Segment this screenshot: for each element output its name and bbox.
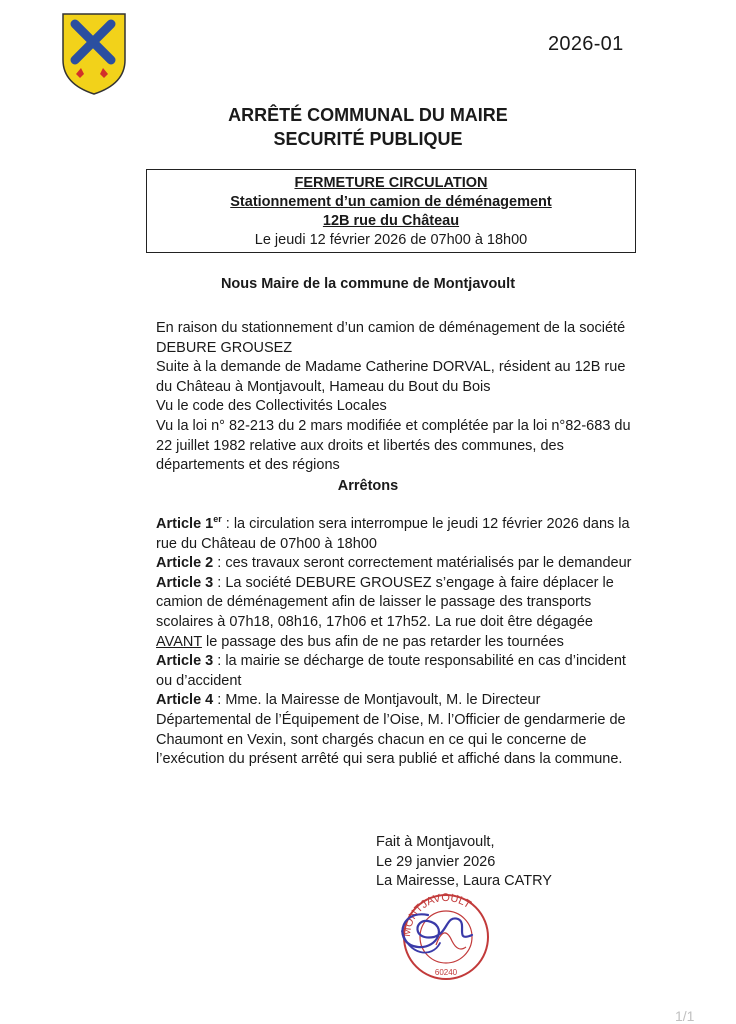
decree-word: Arrêtons [337,478,399,494]
box-heading: FERMETURE CIRCULATION [294,175,488,191]
article-1: Article 1er : la circulation sera interrompue le jeudi 12 février 2026 dans la rue du Château de 07h00 à 18h00 [156,514,630,552]
article-4: Article 4 : Mme. la Mairesse de Montjavoult, M. le Directeur Départemental de l’Équipement de l’Oise, M. l’Officier de gendarmerie de Chaumont en Vexin, sont chargés chacun en ce qui le concerne de l’exécution du présent arrêté qui sera publié et affiché dans la commune. [156,692,626,768]
consideration-item: Suite à la demande de Madame Catherine DORVAL, résident au 12B rue du Château à Montjavoult, Hameau du Bout du Bois [156,359,626,395]
articles-block [156,515,636,770]
article-3: Article 3 : La société DEBURE GROUSEZ s’engage à faire déplacer le camion de déménagement afin de laisser le passage des transports scolaires à 07h18, 08h16, 17h06 et 17h52. La rue doit être dégagée AVANT le passage des bus afin de ne pas retarder les tournées [156,574,614,650]
article-label: Article 4 [156,692,214,709]
stamp-code: 60240 [434,968,458,977]
official-stamp-icon [388,885,500,985]
article-label: Article 3 [156,653,214,670]
signatory: La Mairesse, Laura CATRY [376,873,552,890]
article-label: Article 3 [156,574,214,591]
consideration-item: Vu la loi n° 82-213 du 2 mars modifiée et complétée par la loi n°82-683 du 22 juillet 1982 relative aux droits et libertés des communes, des départements et des régions [156,417,631,474]
commune-crest-icon [61,12,127,96]
considerations-block [156,319,636,476]
signature-place: Fait à Montjavoult, [376,834,495,850]
box-date: Le jeudi 12 février 2026 de 07h00 à 18h00 [254,232,528,248]
decree-reference-number: 2026-01 [548,33,624,55]
article-2: Article 2 : ces travaux seront correctement matérialisés par le demandeur [156,555,632,572]
consideration-item: En raison du stationnement d’un camion de déménagement de la société DEBURE GROUSEZ [156,320,626,356]
closure-summary-box [146,169,636,253]
signature-block [376,833,552,892]
consideration-item: Vu le code des Collectivités Locales [156,398,387,415]
title-line-1: ARRÊTÉ COMMUNAL DU MAIRE [228,105,508,125]
article-3-liability: Article 3 : la mairie se décharge de toute responsabilité en cas d’incident ou d’accident [156,653,626,689]
article-label: Article 2 [156,555,214,572]
box-address: 12B rue du Château [322,213,460,229]
page-title [0,103,736,151]
title-line-2: SECURITÉ PUBLIQUE [273,129,463,149]
box-subject: Stationnement d’un camion de déménagement [230,194,552,210]
mayor-heading: Nous Maire de la commune de Montjavoult [220,276,516,292]
stamp-text: MONTJAVOULT [400,891,474,938]
page-indicator: 1/1 [675,1008,695,1024]
signature-date: Le 29 janvier 2026 [376,853,496,870]
emphasis-before: AVANT [156,633,202,650]
article-label: Article 1er [156,514,222,532]
